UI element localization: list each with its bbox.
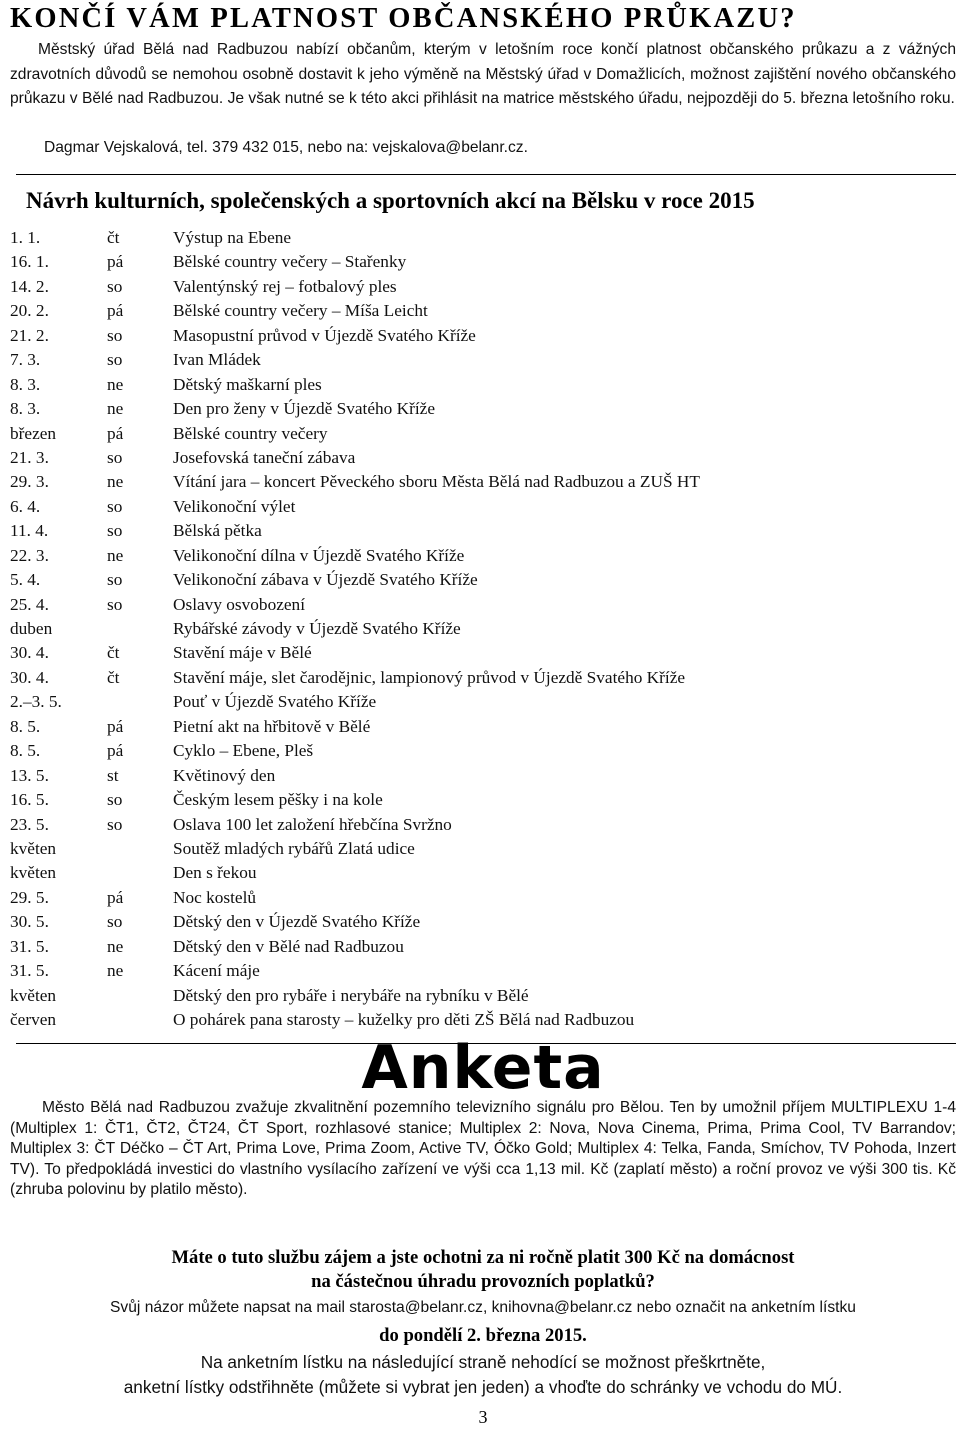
event-row <box>10 299 950 323</box>
intro-paragraph: Městský úřad Bělá nad Radbuzou nabízí občanům, kterým v letošním roce končí platnost občanského průkazu a z vážných zdravotních důvodů se nemohou osobně dostavit k jeho výměně na Městský úřad v Domažlicích, možnost zajištění nového občanského průkazu v Bělé nad Radbuzou. Je však nutné se k této akci přihlásit na matrice městského úřadu, nejpozději do 5. března letošního roku. <box>10 41 956 108</box>
event-row <box>10 690 950 714</box>
event-date: 5. 4. <box>10 570 41 590</box>
event-name: Cyklo – Ebene, Pleš <box>173 741 314 761</box>
event-date: 31. 5. <box>10 961 49 981</box>
survey-paragraph: Město Bělá nad Radbuzou zvažuje zkvalitnění pozemního televizního signálu pro Bělou. Ten by umožnil příjem MULTIPLEXU 1-4 (Multiplex 1: ČT1, ČT2, ČT24, ČT Sport, rozhlasové stanice; Multiplex 2: Nova, Nova Cinema, Prima, Prima Cool, TV Barrandov; Multiplex 3: ČT Déčko – ČT Art, Prima Love, Prima Zoom, Active TV, Óčko Gold; Multiplex 4: Telka, Fanda, Smíchov, TV Pohoda, Inzert TV). To předpokládá investici do vlastního vysílacího zařízení ve výši cca 1,13 mil. Kč (zaplatí město) a roční provoz ve výši 300 tis. Kč (zhruba polovinu by platilo město). <box>10 1099 956 1198</box>
event-date: květen <box>10 863 57 883</box>
event-day <box>107 861 173 885</box>
event-date: 29. 5. <box>10 887 49 907</box>
event-row <box>10 1008 950 1032</box>
event-date: duben <box>10 619 53 638</box>
event-date: 25. 4. <box>10 594 49 614</box>
event-day: pá <box>107 252 124 272</box>
event-name: Bělská pětka <box>173 521 262 541</box>
event-name: Noc kostelů <box>173 887 257 907</box>
event-name: Den pro ženy v Újezdě Svatého Kříže <box>173 399 435 419</box>
survey-deadline: do pondělí 2. března 2015. <box>379 1325 587 1346</box>
event-date: 30. 5. <box>10 912 49 932</box>
event-name: Stavění máje v Bělé <box>173 643 312 663</box>
event-date: 8. 5. <box>10 741 41 761</box>
event-name: Dětský maškarní ples <box>173 374 322 394</box>
event-name: Velikonoční výlet <box>173 496 296 516</box>
event-date: 7. 3. <box>10 350 41 370</box>
event-name: Výstup na Ebene <box>173 228 292 247</box>
event-day: so <box>107 325 123 345</box>
event-day: čt <box>107 228 120 247</box>
contact-line: Dagmar Vejskalová, tel. 379 432 015, nebo na: vejskalova@belanr.cz. <box>44 139 528 156</box>
event-name: Dětský den pro rybáře i nerybáře na rybníku v Bělé <box>173 985 529 1005</box>
event-row <box>10 739 950 763</box>
event-day: so <box>107 350 123 370</box>
survey-question-line-2: na částečnou úhradu provozních poplatků? <box>311 1271 655 1292</box>
event-date: 30. 4. <box>10 667 49 687</box>
events-list <box>10 226 950 1032</box>
event-row <box>10 226 950 250</box>
event-date: 23. 5. <box>10 814 49 834</box>
event-name: Josefovská taneční zábava <box>173 447 356 467</box>
event-row <box>10 886 950 910</box>
event-date: 11. 4. <box>10 521 49 541</box>
event-day: st <box>107 765 119 785</box>
event-date: 14. 2. <box>10 276 49 296</box>
event-day: so <box>107 570 123 590</box>
event-date: květen <box>10 985 57 1005</box>
survey-note-line-1: Na anketním lístku na následující straně nehodící se možnost přeškrtněte, <box>200 1352 766 1372</box>
event-date: 16. 1. <box>10 252 49 272</box>
event-day <box>107 984 173 1008</box>
event-day: so <box>107 790 123 810</box>
event-row <box>10 397 950 421</box>
event-row <box>10 446 950 470</box>
event-name: Soutěž mladých rybářů Zlatá udice <box>173 838 415 858</box>
event-row <box>10 837 950 861</box>
event-day <box>107 617 173 641</box>
event-name: Dětský den v Bělé nad Radbuzou <box>173 936 404 956</box>
event-date: 13. 5. <box>10 765 49 785</box>
event-day: ne <box>107 545 124 565</box>
event-name: Masopustní průvod v Újezdě Svatého Kříže <box>173 325 476 345</box>
event-date: 1. 1. <box>10 228 41 247</box>
event-day: čt <box>107 667 120 687</box>
event-row <box>10 861 950 885</box>
event-row <box>10 715 950 739</box>
event-date: 21. 2. <box>10 325 49 345</box>
survey-note <box>10 1350 956 1400</box>
event-name: Bělské country večery – Míša Leicht <box>173 301 428 321</box>
page-title: KONČÍ VÁM PLATNOST OBČANSKÉHO PRŮKAZU? <box>10 3 797 34</box>
event-date: 21. 3. <box>10 447 49 467</box>
event-name: Valentýnský rej – fotbalový ples <box>173 276 397 296</box>
section-divider <box>16 174 956 175</box>
event-name: Vítání jara – koncert Pěveckého sboru Města Bělá nad Radbuzou a ZUŠ HT <box>173 472 700 492</box>
event-row <box>10 495 950 519</box>
survey-heading: Anketa <box>361 1033 605 1103</box>
survey-note-line-2: anketní lístky odstřihněte (můžete si vybrat jen jeden) a vhoďte do schránky ve vchodu do MÚ. <box>123 1377 843 1397</box>
event-date: 29. 3. <box>10 472 49 492</box>
event-day: ne <box>107 374 124 394</box>
event-row <box>10 568 950 592</box>
event-date: květen <box>10 838 57 858</box>
event-day: čt <box>107 643 120 663</box>
event-day: pá <box>107 301 124 321</box>
event-row <box>10 666 950 690</box>
event-date: 22. 3. <box>10 545 49 565</box>
event-name: Velikonoční zábava v Újezdě Svatého Kříže <box>173 570 478 590</box>
event-date: 8. 3. <box>10 399 41 419</box>
event-date: 2.–3. 5. <box>10 692 62 712</box>
event-name: Kácení máje <box>173 961 260 981</box>
event-day: pá <box>107 716 124 736</box>
event-day: pá <box>107 423 124 443</box>
event-name: Stavění máje, slet čarodějnic, lampionový průvod v Újezdě Svatého Kříže <box>173 667 686 687</box>
event-name: Pouť v Újezdě Svatého Kříže <box>173 692 377 712</box>
event-row <box>10 519 950 543</box>
event-name: Českým lesem pěšky i na kole <box>173 790 383 810</box>
event-name: O pohárek pana starosty – kuželky pro děti ZŠ Bělá nad Radbuzou <box>173 1010 635 1029</box>
event-day <box>107 837 173 861</box>
event-row <box>10 959 950 983</box>
page-number: 3 <box>478 1407 488 1427</box>
event-name: Oslava 100 let založení hřebčína Svržno <box>173 814 452 834</box>
event-date: 8. 3. <box>10 374 41 394</box>
event-name: Pietní akt na hřbitově v Bělé <box>173 716 371 736</box>
event-row <box>10 544 950 568</box>
event-day <box>107 1008 173 1032</box>
event-day: ne <box>107 399 124 419</box>
event-name: Oslavy osvobození <box>173 594 305 614</box>
event-day: so <box>107 912 123 932</box>
event-day <box>107 690 173 714</box>
event-row <box>10 641 950 665</box>
event-day: so <box>107 594 123 614</box>
event-row <box>10 788 950 812</box>
event-name: Ivan Mládek <box>173 350 261 370</box>
event-row <box>10 470 950 494</box>
event-row <box>10 422 950 446</box>
event-name: Dětský den v Újezdě Svatého Kříže <box>173 912 421 932</box>
event-day: pá <box>107 741 124 761</box>
event-day: pá <box>107 887 124 907</box>
event-date: 20. 2. <box>10 301 49 321</box>
event-date: 16. 5. <box>10 790 49 810</box>
event-date: červen <box>10 1010 57 1029</box>
event-row <box>10 373 950 397</box>
event-row <box>10 984 950 1008</box>
event-row <box>10 813 950 837</box>
event-name: Rybářské závody v Újezdě Svatého Kříže <box>173 619 461 638</box>
event-day: so <box>107 276 123 296</box>
survey-question-line-1: Máte o tuto službu zájem a jste ochotni za ni ročně platit 300 Kč na domácnost <box>171 1247 795 1268</box>
event-name: Květinový den <box>173 765 276 785</box>
event-date: 30. 4. <box>10 643 49 663</box>
event-name: Velikonoční dílna v Újezdě Svatého Kříže <box>173 545 465 565</box>
events-heading: Návrh kulturních, společenských a sportovních akcí na Bělsku v roce 2015 <box>26 188 755 213</box>
event-row <box>10 348 950 372</box>
event-row <box>10 935 950 959</box>
event-row <box>10 324 950 348</box>
event-row <box>10 250 950 274</box>
event-date: 8. 5. <box>10 716 41 736</box>
event-row <box>10 764 950 788</box>
event-day: so <box>107 814 123 834</box>
event-row <box>10 910 950 934</box>
event-day: so <box>107 521 123 541</box>
event-day: ne <box>107 472 124 492</box>
event-name: Den s řekou <box>173 863 257 883</box>
event-day: so <box>107 447 123 467</box>
event-date: 6. 4. <box>10 496 41 516</box>
event-date: březen <box>10 423 57 443</box>
event-row <box>10 275 950 299</box>
event-date: 31. 5. <box>10 936 49 956</box>
event-day: ne <box>107 936 124 956</box>
event-day: ne <box>107 961 124 981</box>
event-row <box>10 617 950 641</box>
survey-contact: Svůj názor můžete napsat na mail starosta@belanr.cz, knihovna@belanr.cz nebo označit na anketním lístku <box>110 1299 856 1316</box>
survey-question <box>10 1246 956 1294</box>
event-day: so <box>107 496 123 516</box>
event-name: Bělské country večery – Stařenky <box>173 252 407 272</box>
event-row <box>10 593 950 617</box>
event-name: Bělské country večery <box>173 423 328 443</box>
